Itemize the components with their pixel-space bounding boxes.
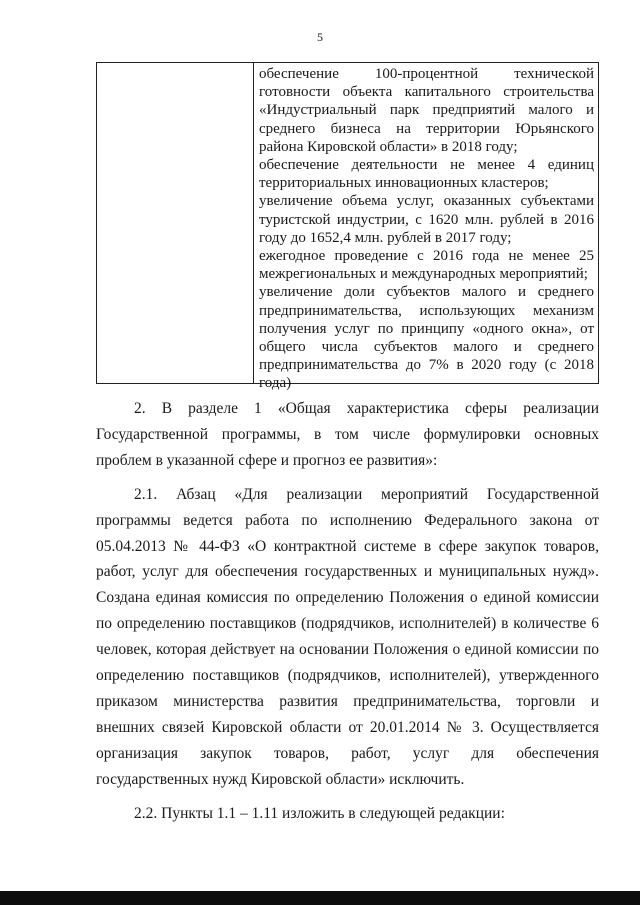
table-cell-item: увеличение объема услуг, оказанных субъектами туристской индустрии, с 1620 млн. рублей в 2016 году до 1652,4 млн. рублей в 2017 году; <box>259 193 594 246</box>
continuation-table <box>96 62 599 392</box>
page-number: 5 <box>317 30 323 44</box>
section-2-paragraph: 2. В разделе 1 «Общая характеристика сферы реализации Государственной программы, в том числе формулировки основных проблем в указанной сфере и прогноз ее развития»: <box>96 400 599 469</box>
table-cell-item: ежегодное проведение с 2016 года не менее 25 межрегиональных и международных мероприятий; <box>259 248 594 283</box>
column-divider <box>253 63 254 383</box>
document-body <box>96 396 599 835</box>
section-2-2-paragraph: 2.2. Пункты 1.1 – 1.11 изложить в следующей редакции: <box>134 804 505 822</box>
section-2-1-paragraph: 2.1. Абзац «Для реализации мероприятий Государственной программы ведется работа по исполнению Федерального закона от 05.04.2013 № 44-ФЗ «О контрактной системе в сфере закупок товаров, работ, услуг для обеспечения государственных и муниципальных нужд». Создана единая комиссия по определению Положения о единой комиссии по определению поставщиков (подрядчиков, исполнителей) в количестве 6 человек, которая действует на основании Положения о единой комиссии по определению поставщиков (подрядчиков, исполнителей), утвержденного приказом министерства развития предпринимательства, торговли и внешних связей Кировской области от 20.01.2014 № 3. Осуществляется организация закупок товаров, работ, услуг для обеспечения государственных нужд Кировской области» исключить. <box>96 485 599 788</box>
scan-edge-bar <box>0 891 640 905</box>
table-cell-item: обеспечение 100-процентной технической готовности объекта капитального строительства «Индустриальный парк предприятий малого и среднего бизнеса на территории Юрьянского района Кировской области» в 2018 году; <box>259 66 594 155</box>
table-cell-item: увеличение доли субъектов малого и среднего предпринимательства, использующих механизм получения услуг по принципу «одного окна», от общего числа субъектов малого и среднего предпринимательства до 7% в 2020 году (с 2018 года) <box>259 284 594 392</box>
table-cell-item: обеспечение деятельности не менее 4 единиц территориальных инновационных кластеров; <box>259 157 594 192</box>
table-right-cell <box>259 65 594 393</box>
